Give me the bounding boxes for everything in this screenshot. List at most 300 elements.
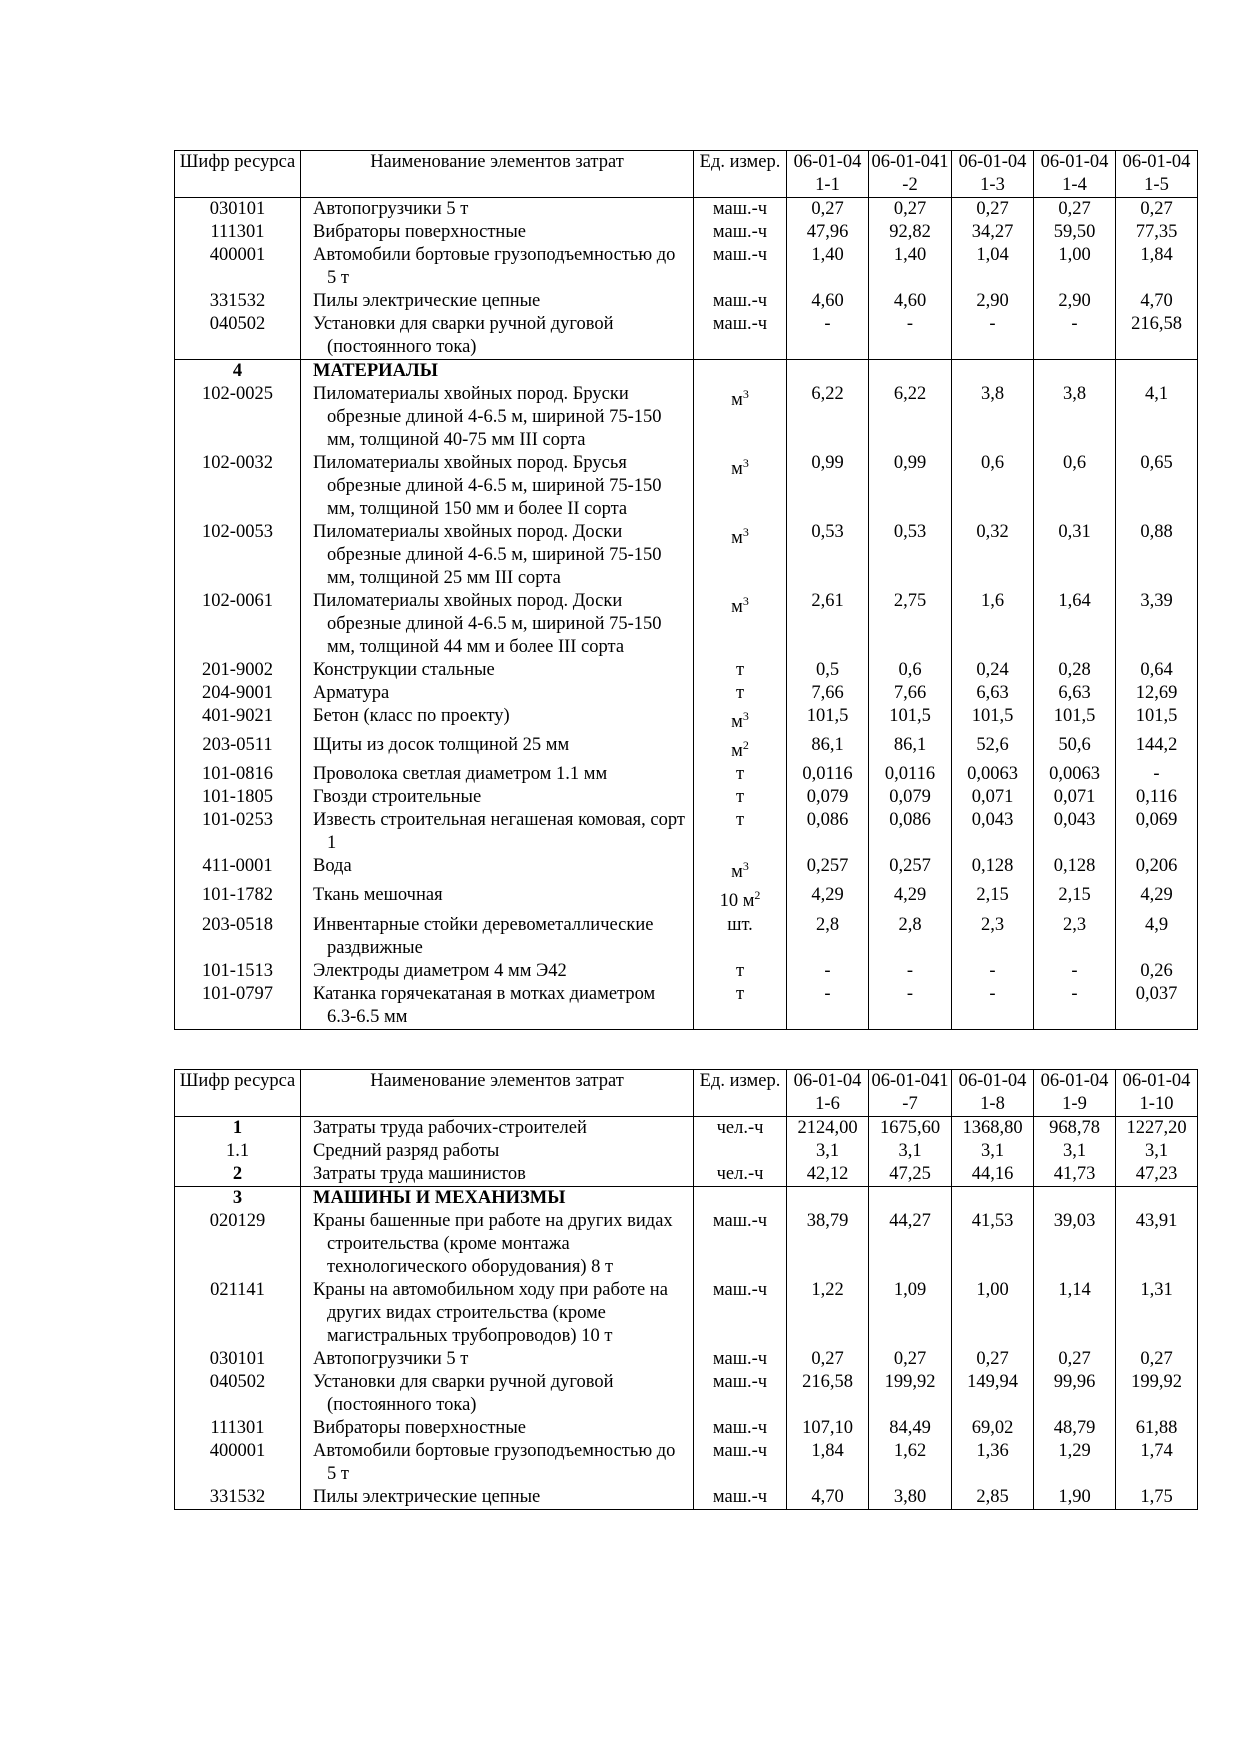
norm-value: 0,64 bbox=[1116, 659, 1198, 682]
table-row bbox=[175, 1210, 1198, 1279]
norm-value: 2,15 bbox=[1034, 884, 1116, 913]
unit-cell bbox=[694, 1417, 787, 1440]
header-code: Шифр ресурса bbox=[175, 151, 301, 198]
unit-cell bbox=[694, 682, 787, 705]
norm-value: 199,92 bbox=[1116, 1371, 1198, 1417]
norm-value: 107,10 bbox=[787, 1417, 869, 1440]
norm-value: 1,74 bbox=[1116, 1440, 1198, 1486]
cost-item-text: Средний разряд работы bbox=[313, 1141, 500, 1161]
cost-item-text: Катанка горячекатаная в мотках диаметром 6.3-6.5 мм bbox=[313, 983, 656, 1027]
norm-value: 50,6 bbox=[1034, 734, 1116, 763]
norm-value: - bbox=[787, 313, 869, 360]
norm-value: 61,88 bbox=[1116, 1417, 1198, 1440]
table-row bbox=[175, 1279, 1198, 1348]
header-col-code: 06-01-041-9 bbox=[1034, 1070, 1116, 1117]
cost-item-text: МАШИНЫ И МЕХАНИЗМЫ bbox=[313, 1188, 566, 1208]
norm-value: 0,206 bbox=[1116, 855, 1198, 884]
unit-cell bbox=[694, 763, 787, 786]
norm-value: 0,53 bbox=[787, 521, 869, 590]
norm-value: 1,04 bbox=[952, 244, 1034, 290]
unit-cell bbox=[694, 383, 787, 452]
table-row bbox=[175, 1140, 1198, 1163]
norm-value: 3,8 bbox=[952, 383, 1034, 452]
unit-cell bbox=[694, 659, 787, 682]
cost-item-name bbox=[301, 313, 694, 360]
norm-value: 2,3 bbox=[1034, 914, 1116, 960]
cost-item-text: Автомобили бортовые грузоподъемностью до 5 т bbox=[313, 245, 676, 288]
norm-value: 0,6 bbox=[952, 452, 1034, 521]
table-row bbox=[175, 383, 1198, 452]
norm-value: 2,3 bbox=[952, 914, 1034, 960]
cost-item-name bbox=[301, 221, 694, 244]
table-row bbox=[175, 809, 1198, 855]
norm-value: 6,22 bbox=[869, 383, 952, 452]
norm-value: 4,70 bbox=[787, 1486, 869, 1510]
norm-value: 0,116 bbox=[1116, 786, 1198, 809]
norm-value: 4,9 bbox=[1116, 914, 1198, 960]
cost-item-name bbox=[301, 1140, 694, 1163]
cost-item-name bbox=[301, 383, 694, 452]
cost-item-name bbox=[301, 1417, 694, 1440]
unit-cell bbox=[694, 1279, 787, 1348]
unit-text: т bbox=[735, 764, 745, 785]
unit-text: маш.-ч bbox=[712, 291, 768, 311]
norm-value: 0,27 bbox=[1034, 198, 1116, 222]
unit-cell bbox=[694, 1117, 787, 1141]
norm-value bbox=[952, 1187, 1034, 1211]
cost-item-name bbox=[301, 198, 694, 222]
norm-value: 101,5 bbox=[787, 705, 869, 734]
unit-text: маш.-ч bbox=[712, 1372, 768, 1392]
header-row bbox=[175, 151, 1198, 198]
table-row bbox=[175, 914, 1198, 960]
resource-code: 331532 bbox=[175, 290, 301, 313]
norm-value: 41,73 bbox=[1034, 1163, 1116, 1187]
resource-code: 020129 bbox=[175, 1210, 301, 1279]
norm-value: 0,53 bbox=[869, 521, 952, 590]
norm-value: 3,1 bbox=[1116, 1140, 1198, 1163]
resource-code: 101-0797 bbox=[175, 983, 301, 1030]
norm-value: 199,92 bbox=[869, 1371, 952, 1417]
norm-value: 0,31 bbox=[1034, 521, 1116, 590]
header-col-code: 06-01-041-7 bbox=[869, 1070, 952, 1117]
unit-text: м bbox=[731, 712, 743, 733]
cost-item-name bbox=[301, 763, 694, 786]
norm-value bbox=[787, 360, 869, 384]
table-row bbox=[175, 983, 1198, 1030]
table-row bbox=[175, 855, 1198, 884]
norm-value: 44,27 bbox=[869, 1210, 952, 1279]
unit-exponent: 3 bbox=[742, 859, 749, 874]
table-row bbox=[175, 884, 1198, 913]
norm-value: 77,35 bbox=[1116, 221, 1198, 244]
header-unit: Ед. измер. bbox=[694, 151, 787, 198]
unit-text: маш.-ч bbox=[712, 1349, 768, 1369]
norm-value: 48,79 bbox=[1034, 1417, 1116, 1440]
unit-text: т bbox=[735, 683, 745, 703]
header-code: Шифр ресурса bbox=[175, 1070, 301, 1117]
norm-value: 3,8 bbox=[1034, 383, 1116, 452]
norm-value: 6,63 bbox=[1034, 682, 1116, 705]
norm-value: 2,90 bbox=[1034, 290, 1116, 313]
norm-value bbox=[869, 360, 952, 384]
norm-value: - bbox=[869, 313, 952, 360]
header-col-code: 06-01-041-4 bbox=[1034, 151, 1116, 198]
unit-cell bbox=[694, 734, 787, 763]
norm-value: 2,8 bbox=[869, 914, 952, 960]
resource-code: 030101 bbox=[175, 198, 301, 222]
table-row bbox=[175, 705, 1198, 734]
norm-value: 101,5 bbox=[869, 705, 952, 734]
unit-text: м bbox=[731, 741, 743, 762]
resource-code: 400001 bbox=[175, 244, 301, 290]
header-col-code: 06-01-041-6 bbox=[787, 1070, 869, 1117]
norm-value: 39,03 bbox=[1034, 1210, 1116, 1279]
unit-cell bbox=[694, 1486, 787, 1510]
unit-text: 10 м bbox=[719, 891, 755, 912]
unit-text: маш.-ч bbox=[712, 199, 768, 219]
unit-text: т bbox=[735, 983, 745, 1004]
resource-code: 111301 bbox=[175, 1417, 301, 1440]
table-row bbox=[175, 682, 1198, 705]
norm-value: - bbox=[952, 960, 1034, 983]
norm-value: 968,78 bbox=[1034, 1117, 1116, 1141]
cost-item-name bbox=[301, 1371, 694, 1417]
cost-item-text: Арматура bbox=[313, 683, 390, 703]
norm-table-1 bbox=[174, 150, 1198, 1030]
cost-item-text: Пилы электрические цепные bbox=[313, 291, 541, 311]
norm-value: - bbox=[1116, 763, 1198, 786]
resource-code: 102-0061 bbox=[175, 590, 301, 659]
unit-exponent: 3 bbox=[742, 387, 749, 401]
norm-value: 44,16 bbox=[952, 1163, 1034, 1187]
unit-text: маш.-ч bbox=[712, 1487, 768, 1507]
cost-item-name bbox=[301, 1163, 694, 1187]
norm-value bbox=[952, 360, 1034, 384]
norm-value: 0,27 bbox=[787, 1348, 869, 1371]
norm-value: 101,5 bbox=[952, 705, 1034, 734]
unit-cell bbox=[694, 198, 787, 222]
norm-value: 12,69 bbox=[1116, 682, 1198, 705]
header-col-code: 06-01-041-8 bbox=[952, 1070, 1034, 1117]
cost-item-text: Инвентарные стойки деревометаллические раздвижные bbox=[313, 914, 654, 958]
unit-text: т bbox=[735, 960, 745, 981]
norm-value: 0,043 bbox=[952, 809, 1034, 855]
resource-code: 3 bbox=[175, 1187, 301, 1211]
norm-value: 0,0063 bbox=[952, 763, 1034, 786]
norm-value: 0,65 bbox=[1116, 452, 1198, 521]
norm-value: 0,079 bbox=[869, 786, 952, 809]
unit-cell bbox=[694, 855, 787, 884]
unit-cell bbox=[694, 1187, 787, 1211]
norm-value bbox=[1116, 1187, 1198, 1211]
table-row bbox=[175, 221, 1198, 244]
norm-value: - bbox=[869, 983, 952, 1030]
resource-code: 101-1782 bbox=[175, 884, 301, 913]
cost-item-text: Щиты из досок толщиной 25 мм bbox=[313, 735, 570, 756]
norm-value: 0,0063 bbox=[1034, 763, 1116, 786]
norm-value bbox=[787, 1187, 869, 1211]
cost-item-text: Затраты труда рабочих-строителей bbox=[313, 1118, 587, 1138]
norm-value: 6,22 bbox=[787, 383, 869, 452]
norm-value: 1,62 bbox=[869, 1440, 952, 1486]
header-col-code: 06-01-041-5 bbox=[1116, 151, 1198, 198]
cost-item-text: Вибраторы поверхностные bbox=[313, 1418, 526, 1438]
norm-value: 0,88 bbox=[1116, 521, 1198, 590]
norm-value: 1,22 bbox=[787, 1279, 869, 1348]
resource-code: 040502 bbox=[175, 1371, 301, 1417]
cost-item-text: Вибраторы поверхностные bbox=[313, 222, 526, 242]
cost-item-name bbox=[301, 452, 694, 521]
norm-value: 1,36 bbox=[952, 1440, 1034, 1486]
norm-value: 6,63 bbox=[952, 682, 1034, 705]
cost-item-text: Ткань мешочная bbox=[313, 885, 443, 906]
resource-code: 204-9001 bbox=[175, 682, 301, 705]
cost-item-text: Краны башенные при работе на других видах строительства (кроме монтажа технологического оборудования) 8 т bbox=[313, 1211, 673, 1277]
norm-value: 1,84 bbox=[787, 1440, 869, 1486]
norm-value: 59,50 bbox=[1034, 221, 1116, 244]
resource-code: 331532 bbox=[175, 1486, 301, 1510]
table-row bbox=[175, 734, 1198, 763]
norm-value: 0,27 bbox=[869, 1348, 952, 1371]
table-row bbox=[175, 1163, 1198, 1187]
norm-value: 1,40 bbox=[787, 244, 869, 290]
norm-value: - bbox=[869, 960, 952, 983]
norm-value: 69,02 bbox=[952, 1417, 1034, 1440]
norm-value: 0,257 bbox=[787, 855, 869, 884]
cost-item-name bbox=[301, 809, 694, 855]
cost-item-text: Вода bbox=[313, 856, 352, 877]
norm-value: 2124,00 bbox=[787, 1117, 869, 1141]
resource-code: 203-0511 bbox=[175, 734, 301, 763]
norm-value: 0,037 bbox=[1116, 983, 1198, 1030]
norm-value: 1,84 bbox=[1116, 244, 1198, 290]
unit-text: т bbox=[735, 787, 745, 808]
norm-value: 4,29 bbox=[1116, 884, 1198, 913]
norm-value: 0,086 bbox=[787, 809, 869, 855]
unit-cell bbox=[694, 1163, 787, 1187]
unit-cell bbox=[694, 221, 787, 244]
cost-item-name bbox=[301, 884, 694, 913]
unit-cell bbox=[694, 884, 787, 913]
cost-item-name bbox=[301, 1117, 694, 1141]
norm-value: 0,079 bbox=[787, 786, 869, 809]
unit-text: шт. bbox=[727, 914, 753, 935]
norm-value: 3,80 bbox=[869, 1486, 952, 1510]
cost-item-text: Проволока светлая диаметром 1.1 мм bbox=[313, 764, 608, 785]
norm-value: - bbox=[952, 983, 1034, 1030]
resource-code: 101-0253 bbox=[175, 809, 301, 855]
resource-code: 201-9002 bbox=[175, 659, 301, 682]
unit-text: т bbox=[735, 810, 745, 831]
norm-value: 0,071 bbox=[952, 786, 1034, 809]
unit-text: м bbox=[731, 862, 743, 883]
unit-cell bbox=[694, 705, 787, 734]
cost-item-text: Установки для сварки ручной дуговой (постоянного тока) bbox=[313, 1372, 614, 1415]
norm-value: 0,27 bbox=[787, 198, 869, 222]
unit-text: маш.-ч bbox=[712, 222, 768, 242]
norm-value: 0,128 bbox=[1034, 855, 1116, 884]
norm-value: 1,90 bbox=[1034, 1486, 1116, 1510]
table-row bbox=[175, 452, 1198, 521]
cost-item-name bbox=[301, 682, 694, 705]
cost-item-text: Пиломатериалы хвойных пород. Бруски обрезные длиной 4-6.5 м, шириной 75-150 мм, толщиной 40-75 мм III сорта bbox=[313, 384, 662, 450]
resource-code: 2 bbox=[175, 1163, 301, 1187]
cost-item-name bbox=[301, 521, 694, 590]
norm-value: 4,1 bbox=[1116, 383, 1198, 452]
resource-code: 102-0053 bbox=[175, 521, 301, 590]
norm-value: 0,071 bbox=[1034, 786, 1116, 809]
unit-cell bbox=[694, 809, 787, 855]
resource-code: 102-0032 bbox=[175, 452, 301, 521]
norm-value: 0,24 bbox=[952, 659, 1034, 682]
norm-value: 92,82 bbox=[869, 221, 952, 244]
unit-cell bbox=[694, 521, 787, 590]
norm-value: 0,28 bbox=[1034, 659, 1116, 682]
norm-value: 7,66 bbox=[787, 682, 869, 705]
norm-value: 86,1 bbox=[869, 734, 952, 763]
unit-exponent: 3 bbox=[742, 456, 749, 470]
table-row bbox=[175, 659, 1198, 682]
norm-value: 3,1 bbox=[869, 1140, 952, 1163]
norm-value: 3,1 bbox=[952, 1140, 1034, 1163]
norm-value: - bbox=[787, 983, 869, 1030]
cost-item-name bbox=[301, 1348, 694, 1371]
unit-text: маш.-ч bbox=[712, 1280, 768, 1300]
resource-code: 040502 bbox=[175, 313, 301, 360]
unit-cell bbox=[694, 360, 787, 384]
norm-value: 4,60 bbox=[787, 290, 869, 313]
norm-value bbox=[1034, 1187, 1116, 1211]
table-row bbox=[175, 763, 1198, 786]
norm-value: 1675,60 bbox=[869, 1117, 952, 1141]
cost-item-name bbox=[301, 1210, 694, 1279]
unit-text: маш.-ч bbox=[712, 1441, 768, 1461]
norm-table-2 bbox=[174, 1069, 1198, 1510]
norm-value: - bbox=[952, 313, 1034, 360]
resource-code: 400001 bbox=[175, 1440, 301, 1486]
norm-value: 1,29 bbox=[1034, 1440, 1116, 1486]
norm-value: 216,58 bbox=[787, 1371, 869, 1417]
norm-value: 4,29 bbox=[787, 884, 869, 913]
norm-value: 0,99 bbox=[869, 452, 952, 521]
table-row bbox=[175, 1348, 1198, 1371]
cost-item-name bbox=[301, 734, 694, 763]
header-name: Наименование элементов затрат bbox=[301, 1070, 694, 1117]
norm-value: 3,1 bbox=[1034, 1140, 1116, 1163]
cost-item-text: Установки для сварки ручной дуговой (постоянного тока) bbox=[313, 314, 614, 357]
resource-code: 401-9021 bbox=[175, 705, 301, 734]
cost-item-name bbox=[301, 1279, 694, 1348]
cost-item-text: Пиломатериалы хвойных пород. Брусья обрезные длиной 4-6.5 м, шириной 75-150 мм, толщиной 150 мм и более II сорта bbox=[313, 453, 662, 519]
norm-value: 84,49 bbox=[869, 1417, 952, 1440]
header-row bbox=[175, 1070, 1198, 1117]
norm-value: 4,70 bbox=[1116, 290, 1198, 313]
cost-item-name bbox=[301, 360, 694, 384]
unit-cell bbox=[694, 1140, 787, 1163]
cost-item-text: Автопогрузчики 5 т bbox=[313, 1349, 469, 1369]
norm-value: 1,6 bbox=[952, 590, 1034, 659]
cost-item-name bbox=[301, 659, 694, 682]
resource-code: 111301 bbox=[175, 221, 301, 244]
table-row bbox=[175, 1486, 1198, 1510]
resource-code: 1.1 bbox=[175, 1140, 301, 1163]
norm-value: 1,75 bbox=[1116, 1486, 1198, 1510]
norm-value: 0,99 bbox=[787, 452, 869, 521]
norm-value: 47,96 bbox=[787, 221, 869, 244]
norm-value: 0,5 bbox=[787, 659, 869, 682]
resource-code: 1 bbox=[175, 1117, 301, 1141]
norm-value: 0,257 bbox=[869, 855, 952, 884]
table-row bbox=[175, 960, 1198, 983]
norm-value: 3,1 bbox=[787, 1140, 869, 1163]
table-row bbox=[175, 1417, 1198, 1440]
cost-item-text: Автопогрузчики 5 т bbox=[313, 199, 469, 219]
cost-item-name bbox=[301, 960, 694, 983]
unit-text: маш.-ч bbox=[712, 245, 768, 265]
header-unit: Ед. измер. bbox=[694, 1070, 787, 1117]
unit-exponent: 3 bbox=[742, 525, 749, 539]
table-row bbox=[175, 290, 1198, 313]
norm-value: 0,043 bbox=[1034, 809, 1116, 855]
table-row bbox=[175, 786, 1198, 809]
resource-code: 4 bbox=[175, 360, 301, 384]
norm-value: 0,6 bbox=[869, 659, 952, 682]
cost-item-name bbox=[301, 1440, 694, 1486]
norm-value: 0,0116 bbox=[787, 763, 869, 786]
norm-value: 47,25 bbox=[869, 1163, 952, 1187]
unit-exponent: 3 bbox=[742, 594, 749, 608]
norm-value: 0,27 bbox=[1116, 198, 1198, 222]
norm-value: - bbox=[1034, 983, 1116, 1030]
cost-item-text: Пилы электрические цепные bbox=[313, 1487, 541, 1507]
norm-value: 0,6 bbox=[1034, 452, 1116, 521]
unit-exponent: 3 bbox=[742, 709, 749, 723]
table-row bbox=[175, 313, 1198, 360]
unit-cell bbox=[694, 983, 787, 1030]
unit-cell bbox=[694, 590, 787, 659]
cost-item-text: Известь строительная негашеная комовая, сорт 1 bbox=[313, 810, 685, 854]
unit-text: м bbox=[731, 597, 743, 618]
unit-cell bbox=[694, 960, 787, 983]
cost-item-text: Конструкции стальные bbox=[313, 660, 495, 680]
norm-value: 52,6 bbox=[952, 734, 1034, 763]
norm-value: 0,27 bbox=[952, 198, 1034, 222]
norm-value: 1,00 bbox=[1034, 244, 1116, 290]
norm-value: - bbox=[1034, 313, 1116, 360]
norm-value bbox=[1034, 360, 1116, 384]
unit-text: маш.-ч bbox=[712, 1418, 768, 1438]
norm-value: 7,66 bbox=[869, 682, 952, 705]
norm-value: 99,96 bbox=[1034, 1371, 1116, 1417]
norm-value: 47,23 bbox=[1116, 1163, 1198, 1187]
norm-value: 1,09 bbox=[869, 1279, 952, 1348]
table-row bbox=[175, 1117, 1198, 1141]
table-row bbox=[175, 360, 1198, 384]
cost-item-name bbox=[301, 914, 694, 960]
unit-text: м bbox=[731, 528, 743, 549]
unit-cell bbox=[694, 244, 787, 290]
cost-item-text: Пиломатериалы хвойных пород. Доски обрезные длиной 4-6.5 м, шириной 75-150 мм, толщиной 44 мм и более III сорта bbox=[313, 591, 662, 657]
unit-text: чел.-ч bbox=[716, 1164, 764, 1184]
unit-text: маш.-ч bbox=[712, 314, 768, 334]
table-row bbox=[175, 244, 1198, 290]
unit-cell bbox=[694, 1210, 787, 1279]
cost-item-name bbox=[301, 244, 694, 290]
resource-code: 102-0025 bbox=[175, 383, 301, 452]
norm-value: 0,128 bbox=[952, 855, 1034, 884]
unit-exponent: 2 bbox=[754, 888, 761, 903]
